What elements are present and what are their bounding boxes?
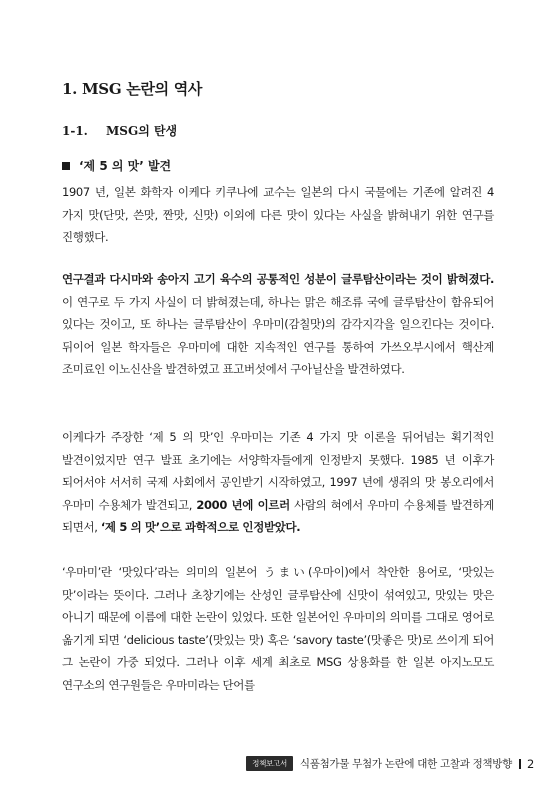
page-number: 2 <box>526 756 534 771</box>
paragraph-1: 1907 년, 일본 화학자 이케다 키쿠나에 교수는 일본의 다시 국물에는 기존에 알려진 4 가지 맛(단맛, 쓴맛, 짠맛, 신맛) 이외에 다른 맛이 있다는 사실을 밝혀내기 위한 연구를 진행했다. <box>62 185 494 245</box>
topic-heading <box>62 157 171 174</box>
paragraph-2-bold: 연구결과 다시마와 송아지 고기 육수의 공통적인 성분이 글루탐산이라는 것이 밝혀졌다. <box>62 272 494 286</box>
footer-divider <box>519 759 521 769</box>
paragraph-3 <box>62 426 494 539</box>
paragraph-4: ‘우마미’란 ‘맛있다’라는 의미의 일본어 うまい(우마이)에서 착안한 용어로, ‘맛있는 맛’이라는 뜻이다. 그러나 초창기에는 산성인 글루탐산에 신맛이 섞여있고, 맛있는 맛은 아니기 때문에 이름에 대한 논란이 있었다. 또한 일본어인 우마미의 의미를 그대로 영어로 옮기게 되면 ‘delicious taste’(맛있는 맛) 혹은 ‘savory taste’(맛좋은 맛)로 쓰이게 되어 그 논란이 가중 되었다. 그러나 이후 세계 최초로 MSG 상용화를 한 일본 아지노모도 연구소의 연구원들은 우마미라는 단어를 <box>62 565 494 692</box>
topic-heading-text: ‘제 5 의 맛’ 발견 <box>79 159 172 173</box>
square-bullet-icon <box>62 162 70 170</box>
subsection-heading <box>62 122 177 139</box>
subsection-number: 1-1. <box>62 124 88 138</box>
section-title: 1. MSG 논란의 역사 <box>62 80 203 98</box>
paragraph-2-text: 이 연구로 두 가지 사실이 더 밝혀졌는데, 하나는 맑은 해조류 국에 글루탐산이 함유되어 있다는 것이고, 또 하나는 글루탐산이 우마미(감칠맛)의 감각지각을 일으킨다는 것이다. 뒤이어 일본 학자들은 우마미에 대한 지속적인 연구를 통하여 가쓰오부시에서 핵산계 조미료인 이노신산을 발견하였고 표고버섯에서 구아닐산을 발견하였다. <box>62 294 494 377</box>
paragraph-3-text-2: 사람의 혀에서 우마미 수용체를 발견하게 되면서, <box>62 497 494 535</box>
paragraph-3-bold-1: 2000 년에 이르러 <box>196 497 290 512</box>
page-footer <box>246 756 534 771</box>
paragraph-3-bold-2: ‘제 5 의 맛’으로 과학적으로 인정받았다. <box>100 520 301 535</box>
report-title: 식품첨가물 무첨가 논란에 대한 고찰과 정책방향 <box>299 758 512 770</box>
report-badge: 정책보고서 <box>246 756 293 771</box>
paragraph-3-text-1: 이케다가 주장한 ‘제 5 의 맛’인 우마미는 기존 4 가지 맛 이론을 뒤어넘는 획기적인 발견이었지만 연구 발표 초기에는 서양학자들에게 인정받지 못했다. 1985 년 이후가 되어서야 서서히 국제 사회에서 공인받기 시작하였고, 1997 년에 생쥐의 맛 봉오리에서 우마미 수용체가 발견되고, <box>62 430 494 512</box>
subsection-title: MSG의 탄생 <box>106 124 178 138</box>
paragraph-2 <box>62 268 494 381</box>
